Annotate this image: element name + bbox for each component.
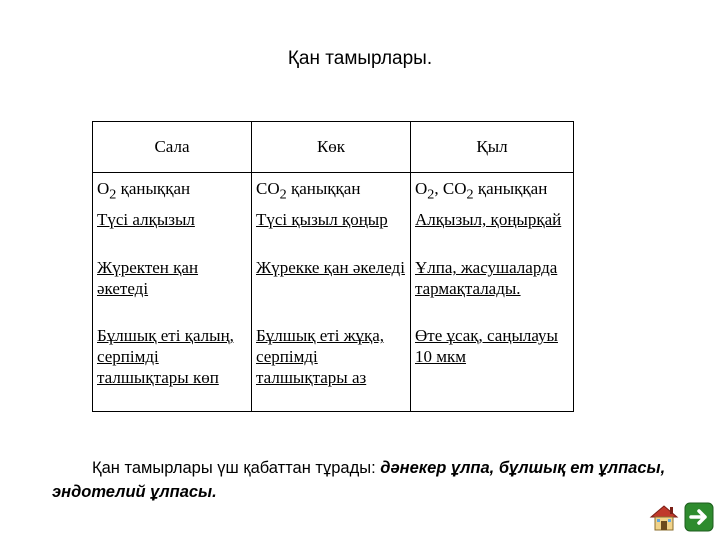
home-button[interactable] [648, 502, 680, 532]
capillary-color: Алқызыл, қоңырқай [411, 207, 574, 255]
table-row [93, 323, 574, 412]
page-title: Қан тамырлары. [287, 48, 433, 69]
capillary-wall: Өте ұсақ, саңылауы 10 мкм [411, 323, 574, 412]
table-row [93, 255, 574, 323]
capillary-direction: Ұлпа, жасушаларда тармақталады. [411, 255, 574, 323]
vein-wall: Бұлшық еті жұқа, серпімді талшықтары аз [252, 323, 411, 412]
artery-color: Түсі алқызыл [93, 207, 252, 255]
vein-direction: Жүрекке қан әкеледі [252, 255, 411, 323]
table-header-row [93, 122, 574, 173]
table-row [93, 207, 574, 255]
blood-vessels-table [92, 121, 574, 412]
note-emphasis: дәнекер ұлпа, бұлшық ет ұлпасы, эндотелий ұлпасы. [52, 459, 666, 501]
artery-blood-content: $O_2$ қаныққан [93, 173, 252, 208]
vein-blood-content: $CO_2$ қаныққан [252, 173, 411, 208]
note-lead: Қан тамырлары үш қабаттан тұрады: [92, 459, 381, 477]
table-row [93, 173, 574, 208]
capillary-blood-content: $O_2$, $CO_2$ қаныққан [411, 173, 574, 208]
artery-direction: Жүректен қан әкетеді [93, 255, 252, 323]
vein-color: Түсі қызыл қоңыр [252, 207, 411, 255]
artery-wall: Бұлшық еті қалың, серпімді талшықтары көп [93, 323, 252, 412]
header-capillary: Қыл [411, 122, 574, 173]
next-slide-button[interactable] [684, 502, 716, 532]
layers-note [52, 456, 672, 504]
arrow-right-icon [684, 502, 714, 532]
home-icon [648, 502, 680, 532]
header-vein: Көк [252, 122, 411, 173]
header-artery: Сала [93, 122, 252, 173]
